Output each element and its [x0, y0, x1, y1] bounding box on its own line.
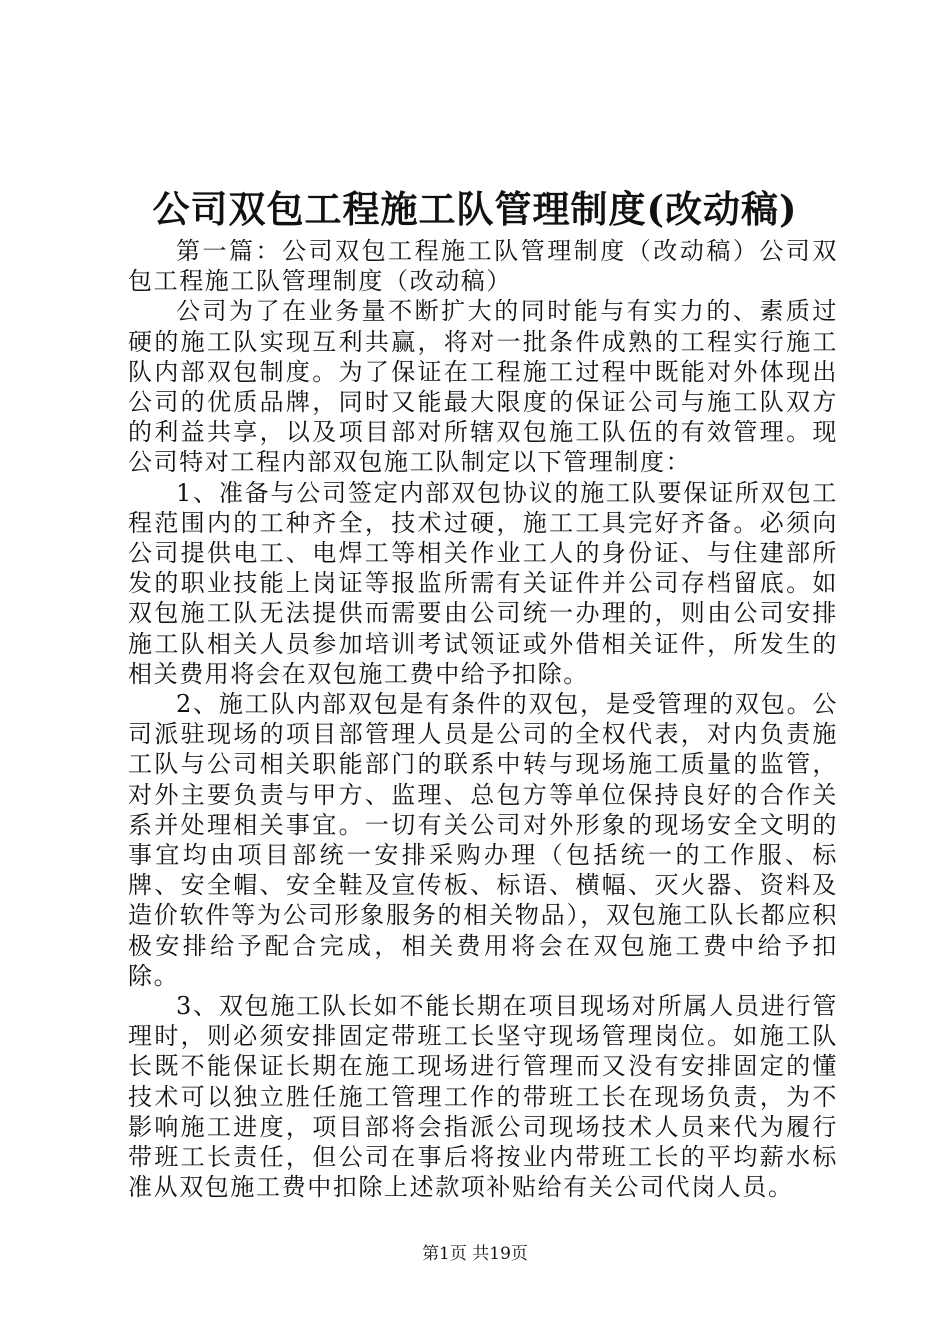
paragraph-item-2: 2、施工队内部双包是有条件的双包，是受管理的双包。公司派驻现场的项目部管理人员是公司的全权代表，对内负责施工队与公司相关职能部门的联系中转与现场施工质量的监管，对外主要负责与甲方、监理、总包方等单位保持良好的合作关系并处理相关事宜。一切有关公司对外形象的现场安全文明的事宜均由项目部统一安排采购办理（包括统一的工作服、标牌、安全帽、安全鞋及宣传板、标语、横幅、灭火器、资料及造价软件等为公司形象服务的相关物品），双包施工队长都应积极安排给予配合完成，相关费用将会在双包施工费中给予扣除。: [128, 690, 838, 990]
paragraph-intro: 公司为了在业务量不断扩大的同时能与有实力的、素质过硬的施工队实现互利共赢，将对一批条件成熟的工程实行施工队内部双包制度。为了保证在工程施工过程中既能对外体现出公司的优质品牌，同时又能最大限度的保证公司与施工队双方的利益共享，以及项目部对所辖双包施工队伍的有效管理。现公司特对工程内部双包施工队制定以下管理制度：: [128, 297, 838, 477]
page-number-footer: 第1页 共19页: [422, 1244, 528, 1264]
document-body: [128, 236, 838, 1203]
paragraph-item-1: 1、准备与公司签定内部双包协议的施工队要保证所双包工程范围内的工种齐全，技术过硬，施工工具完好齐备。必须向公司提供电工、电焊工等相关作业工人的身份证、与住建部所发的职业技能上岗证等报监所需有关证件并公司存档留底。如双包施工队无法提供而需要由公司统一办理的，则由公司安排施工队相关人员参加培训考试领证或外借相关证件，所发生的相关费用将会在双包施工费中给予扣除。: [128, 478, 838, 688]
document-title: 公司双包工程施工队管理制度(改动稿): [152, 187, 798, 231]
paragraph-item-3: 3、双包施工队长如不能长期在项目现场对所属人员进行管理时，则必须安排固定带班工长坚守现场管理岗位。如施工队长既不能保证长期在施工现场进行管理而又没有安排固定的懂技术可以独立胜任施工管理工作的带班工长在现场负责，为不影响施工进度，项目部将会指派公司现场技术人员来代为履行带班工长责任，但公司在事后将按业内带班工长的平均薪水标准从双包施工费中扣除上述款项补贴给有关公司代岗人员。: [128, 992, 838, 1202]
paragraph-heading: 第一篇：公司双包工程施工队管理制度（改动稿）公司双包工程施工队管理制度（改动稿）: [128, 237, 838, 296]
